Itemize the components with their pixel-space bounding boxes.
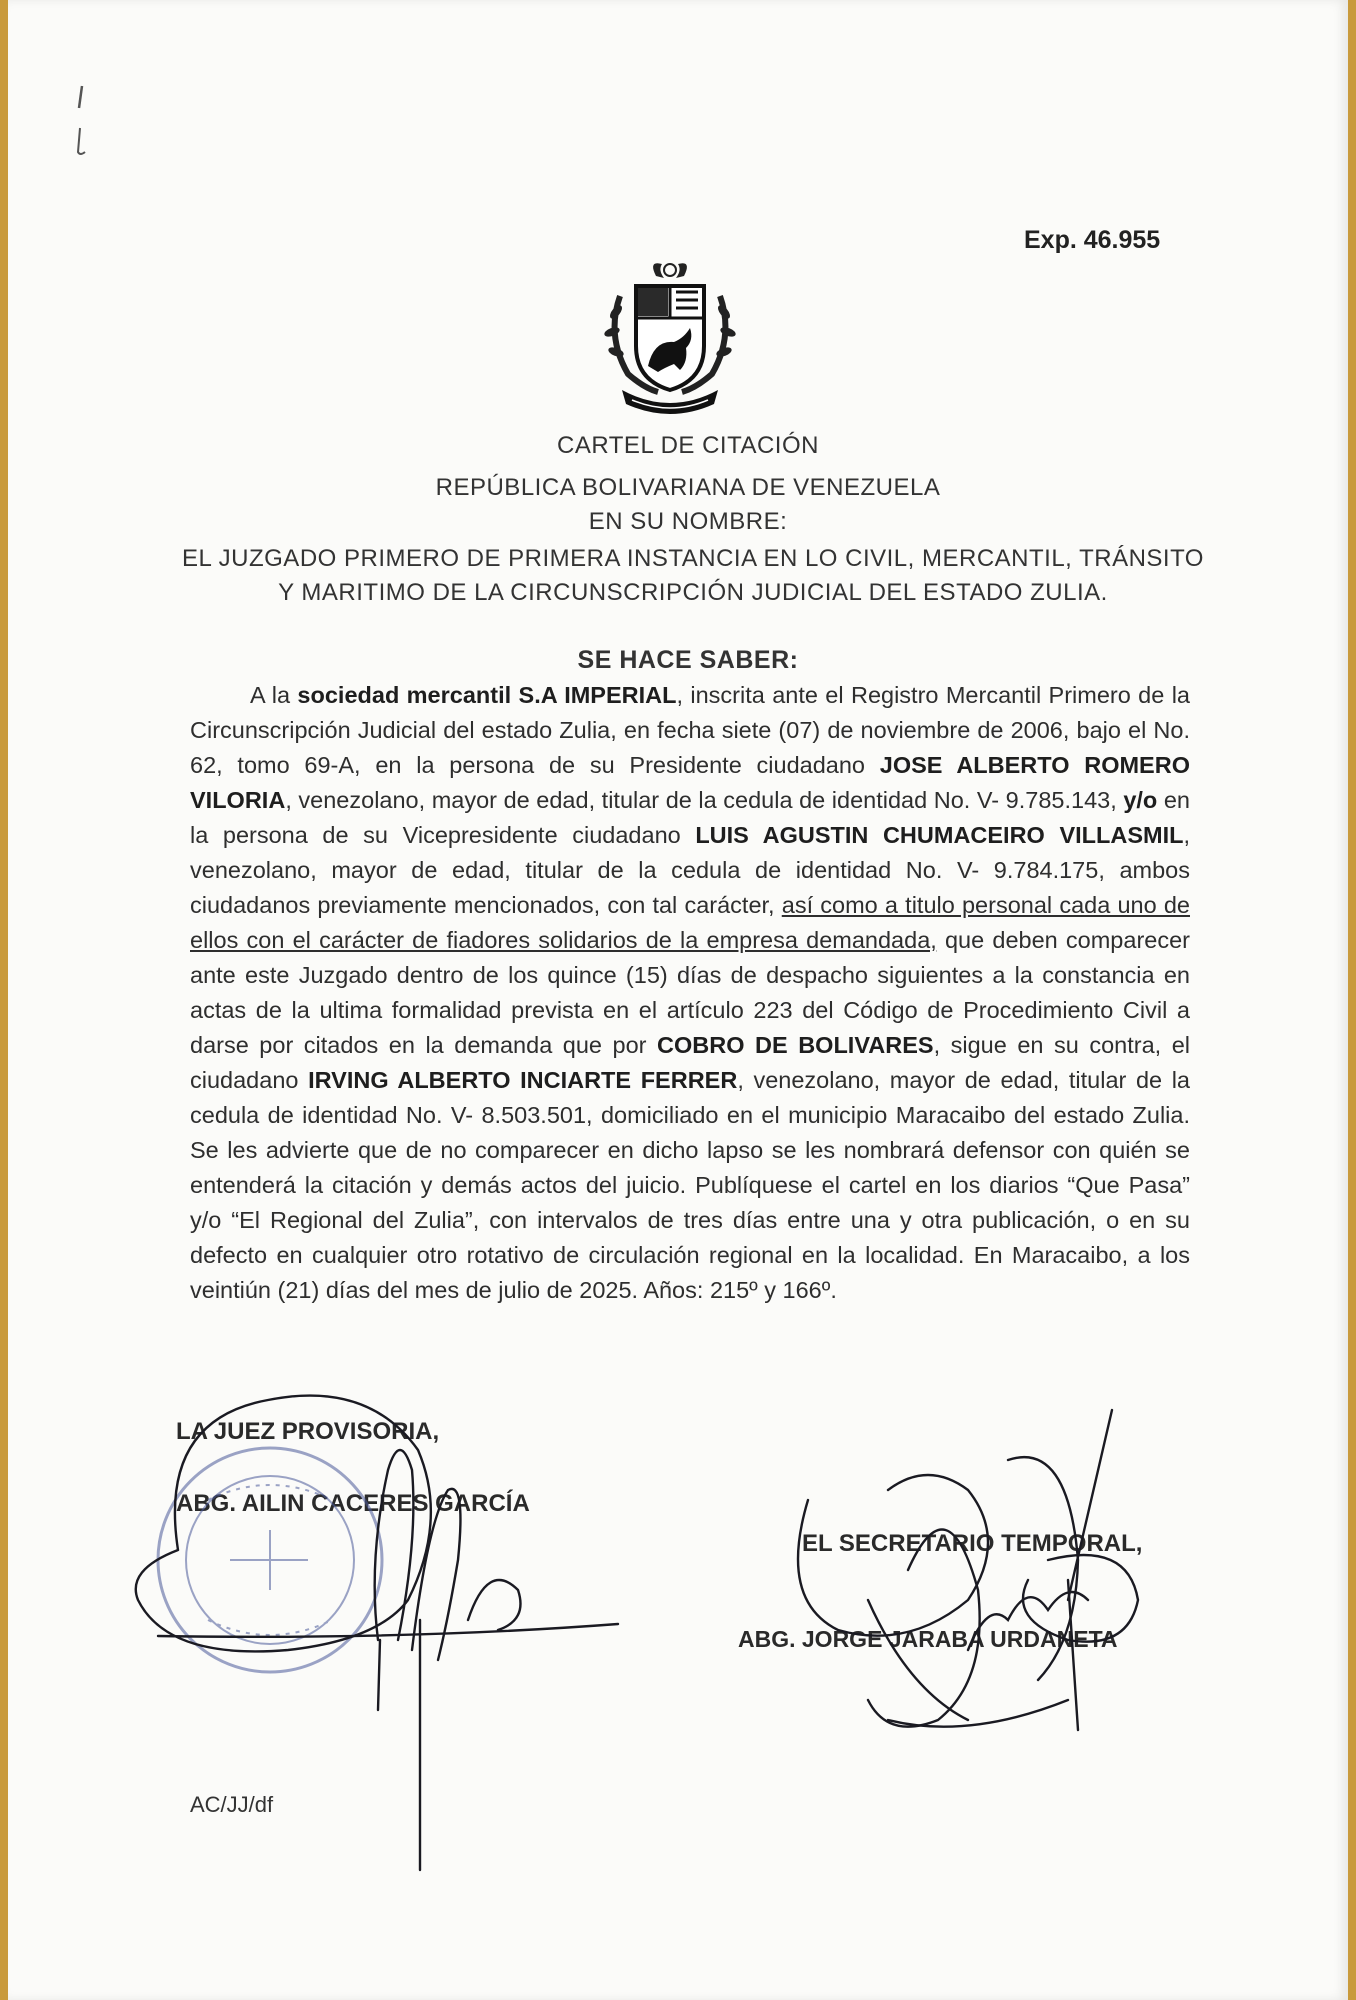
- citation-body: A la sociedad mercantil S.A IMPERIAL, inscrita ante el Registro Mercantil Primero de la Circunscripción Judicial del estado Zulia, en fecha siete (07) de noviembre de 2006, bajo el No. 62, tomo 69-A, en la persona de su Presidente ciudadano JOSE ALBERTO ROMERO VILORIA, venezolano, mayor de edad, titular de la cedula de identidad No. V- 9.785.143, y/o en la persona de su Vicepresidente ciudadano LUIS AGUSTIN CHUMACEIRO VILLASMIL, venezolano, mayor de edad, titular de la cedula de identidad No. V- 9.784.175, ambos ciudadanos previamente mencionados, con tal carácter, así como a titulo personal cada uno de ellos con el carácter de fiadores solidarios de la empresa demandada, que deben comparecer ante este Juzgado dentro de los quince (15) días de despacho siguientes a la constancia en actas de la ultima formalidad prevista en el artículo 223 del Código de Procedimiento Civil a darse por citados en la demanda que por COBRO DE BOLIVARES, sigue en su contra, el ciudadano IRVING ALBERTO INCIARTE FERRER, venezolano, mayor de edad, titular de la cedula de identidad No. V- 8.503.501, domiciliado en el municipio Maracaibo del estado Zulia. Se les advierte que de no comparecer en dicho lapso se les nombrará defensor con quién se entenderá la citación y demás actos del juicio. Publíquese el cartel en los diarios “Que Pasa” y/o “El Regional del Zulia”, con intervalos de tres días entre una y otra publicación, o en su defecto en cualquier otro rotativo de circulación regional en la localidad. En Maracaibo, a los veintiún (21) días del mes de julio de 2025. Años: 215º y 166º.: [190, 682, 1190, 1303]
- secretary-name: ABG. JORGE JARABA URDANETA: [738, 1626, 1118, 1652]
- secretary-title: EL SECRETARIO TEMPORAL,: [802, 1530, 1143, 1557]
- margin-pen-mark: [74, 82, 88, 172]
- document-initials: AC/JJ/df: [190, 1792, 274, 1817]
- document-page: [8, 0, 1348, 2000]
- court-heading: EL JUZGADO PRIMERO DE PRIMERA INSTANCIA EN LO CIVIL, MERCANTIL, TRÁNSITO Y MARITIMO DE LA CIRCUNSCRIPCIÓN JUDICIAL DEL ESTADO ZULIA.: [182, 545, 1204, 606]
- expediente-number: Exp. 46.955: [1024, 226, 1161, 254]
- judge-name: ABG. AILIN CACERES GARCÍA: [176, 1490, 530, 1517]
- republic-heading: REPÚBLICA BOLIVARIANA DE VENEZUELA: [435, 474, 941, 501]
- se-hace-saber-heading: SE HACE SABER:: [577, 646, 799, 674]
- venezuela-coat-of-arms-icon: [598, 256, 742, 416]
- document-title: CARTEL DE CITACIÓN: [557, 432, 819, 459]
- judge-title: LA JUEZ PROVISORIA,: [176, 1418, 440, 1445]
- en-su-nombre-heading: EN SU NOMBRE:: [588, 508, 788, 535]
- court-stamp-icon: [158, 1448, 382, 1672]
- secretary-signature: [798, 1410, 1138, 1730]
